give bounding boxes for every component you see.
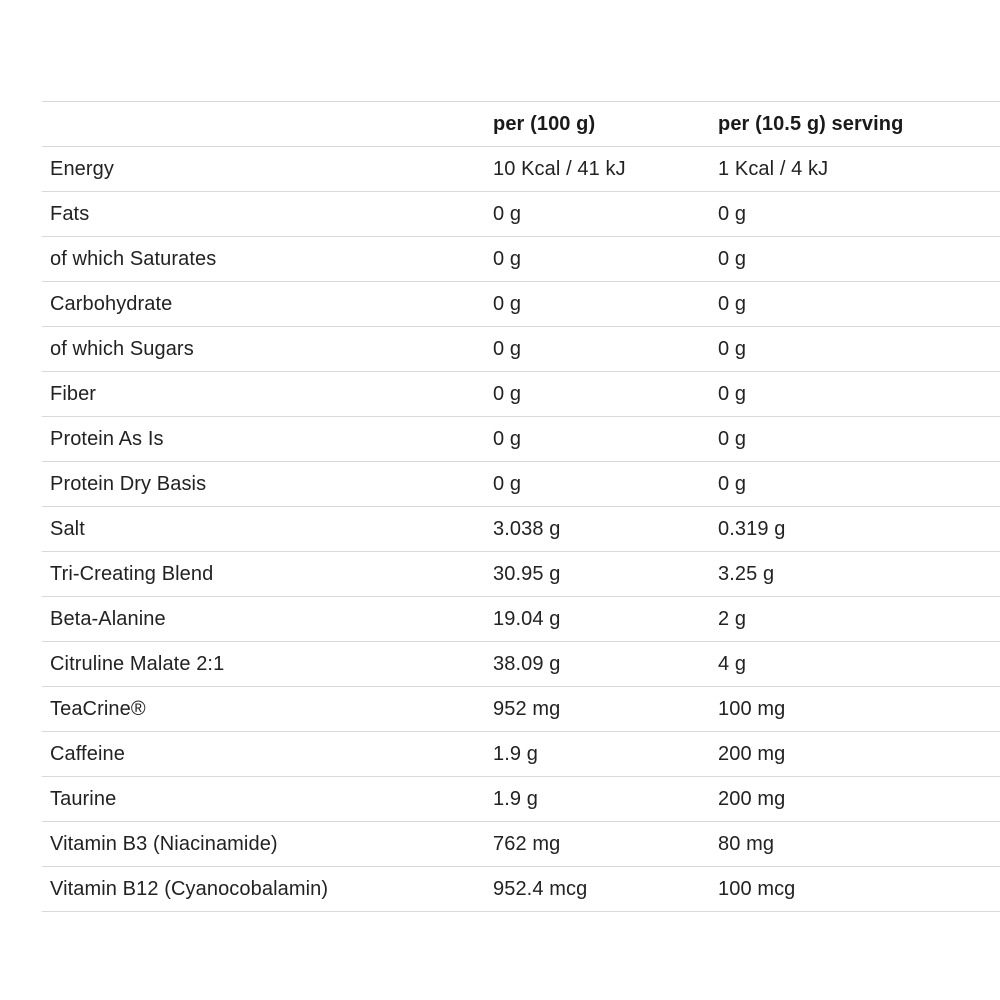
value-per-100g: 0 g: [493, 248, 522, 270]
nutrient-name: Caffeine: [50, 743, 125, 765]
nutrient-name: of which Sugars: [50, 338, 194, 360]
value-per-100g: 0 g: [493, 293, 522, 315]
value-per-serving: 2 g: [718, 608, 747, 630]
nutrient-name: Fiber: [50, 383, 97, 405]
value-per-serving: 100 mg: [718, 698, 786, 720]
nutrient-name: Vitamin B12 (Cyanocobalamin): [50, 878, 329, 900]
header-per-100g: per (100 g): [493, 113, 596, 135]
value-per-serving: 0 g: [718, 248, 747, 270]
value-per-serving: 3.25 g: [718, 563, 775, 585]
table-row: [42, 372, 1000, 417]
table-row: [42, 732, 1000, 777]
value-per-serving: 4 g: [718, 653, 747, 675]
value-per-serving: 0.319 g: [718, 518, 786, 540]
nutrient-name: Tri-Creating Blend: [50, 563, 214, 585]
value-per-serving: 200 mg: [718, 788, 786, 810]
value-per-serving: 0 g: [718, 383, 747, 405]
nutrient-name: Energy: [50, 158, 114, 180]
table-row: [42, 777, 1000, 822]
nutrient-name: Vitamin B3 (Niacinamide): [50, 833, 278, 855]
value-per-serving: 0 g: [718, 203, 747, 225]
table-row: [42, 237, 1000, 282]
value-per-100g: 952.4 mcg: [493, 878, 588, 900]
nutrient-name: Protein Dry Basis: [50, 473, 207, 495]
table-row: [42, 192, 1000, 237]
nutrient-name: Beta-Alanine: [50, 608, 166, 630]
value-per-serving: 1 Kcal / 4 kJ: [718, 158, 829, 180]
value-per-serving: 0 g: [718, 338, 747, 360]
value-per-100g: 10 Kcal / 41 kJ: [493, 158, 626, 180]
table-row: [42, 867, 1000, 912]
value-per-100g: 30.95 g: [493, 563, 561, 585]
table-row: [42, 687, 1000, 732]
value-per-100g: 3.038 g: [493, 518, 561, 540]
nutrient-name: Carbohydrate: [50, 293, 173, 315]
table-row: [42, 417, 1000, 462]
value-per-100g: 19.04 g: [493, 608, 561, 630]
table-row: [42, 282, 1000, 327]
nutrient-name: Salt: [50, 518, 85, 540]
table-row: [42, 552, 1000, 597]
nutrient-name: of which Saturates: [50, 248, 217, 270]
table-row: [42, 642, 1000, 687]
table-row: [42, 597, 1000, 642]
nutrient-name: Fats: [50, 203, 90, 225]
table-header-row: [42, 102, 1000, 147]
header-per-serving: per (10.5 g) serving: [718, 113, 904, 135]
table-row: [42, 507, 1000, 552]
value-per-100g: 0 g: [493, 383, 522, 405]
value-per-serving: 100 mcg: [718, 878, 796, 900]
table-row: [42, 327, 1000, 372]
nutrient-name: Citruline Malate 2:1: [50, 653, 225, 675]
value-per-100g: 38.09 g: [493, 653, 561, 675]
value-per-serving: 0 g: [718, 428, 747, 450]
value-per-serving: 200 mg: [718, 743, 786, 765]
nutrition-table: [42, 101, 1000, 912]
table-body: [42, 147, 1000, 912]
value-per-100g: 762 mg: [493, 833, 561, 855]
value-per-100g: 0 g: [493, 203, 522, 225]
value-per-100g: 0 g: [493, 428, 522, 450]
value-per-100g: 0 g: [493, 338, 522, 360]
table-row: [42, 462, 1000, 507]
nutrient-name: TeaCrine®: [50, 698, 146, 720]
value-per-serving: 0 g: [718, 293, 747, 315]
table-row: [42, 147, 1000, 192]
nutrient-name: Taurine: [50, 788, 117, 810]
table-row: [42, 822, 1000, 867]
value-per-100g: 952 mg: [493, 698, 561, 720]
value-per-serving: 80 mg: [718, 833, 775, 855]
value-per-100g: 1.9 g: [493, 788, 538, 810]
value-per-100g: 1.9 g: [493, 743, 538, 765]
value-per-serving: 0 g: [718, 473, 747, 495]
value-per-100g: 0 g: [493, 473, 522, 495]
nutrient-name: Protein As Is: [50, 428, 164, 450]
